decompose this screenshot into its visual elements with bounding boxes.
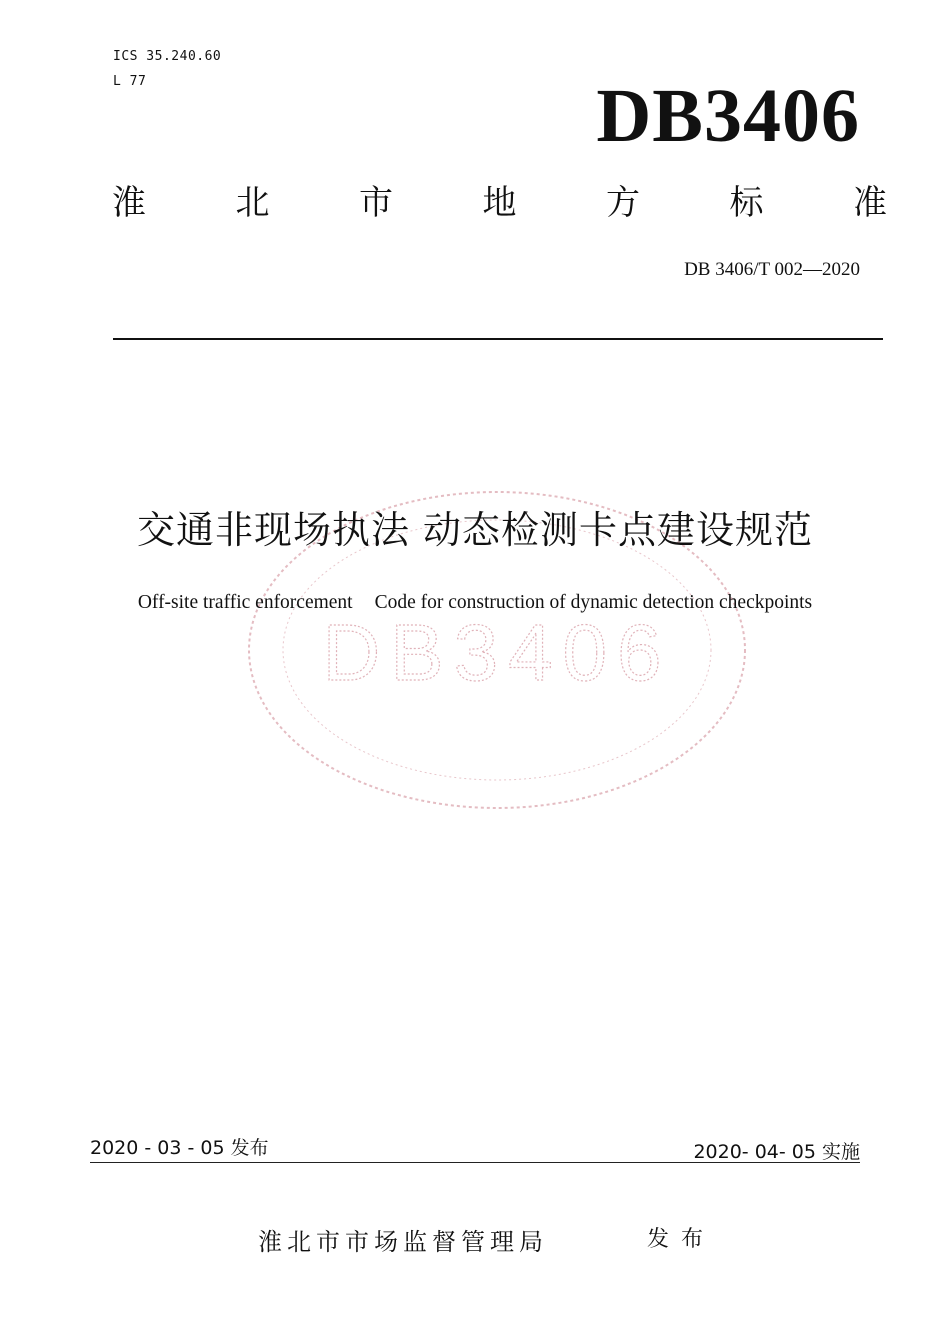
document-title-chinese: 交通非现场执法 动态检测卡点建设规范: [136, 508, 814, 552]
standard-number: DB 3406/T 002—2020: [684, 259, 860, 280]
standard-type-char: 地: [482, 183, 517, 223]
standard-type-char: 北: [235, 183, 270, 223]
standard-type-char: 方: [606, 183, 640, 223]
title-english-part2: Code for construction of dynamic detection checkpoints: [374, 592, 813, 613]
standard-type: [112, 183, 887, 223]
standard-code-heading: DB3406: [596, 74, 860, 158]
standard-type-char: 淮: [112, 183, 146, 223]
publisher-name: 淮北市市场监督管理局: [258, 1228, 548, 1256]
issue-date: 2020 - 03 - 05 发布: [90, 1137, 269, 1159]
standard-type-char: 准: [853, 183, 887, 223]
footer-divider: [90, 1162, 860, 1163]
ics-code: ICS 35.240.60: [113, 49, 222, 64]
publish-label: 发布: [647, 1227, 716, 1252]
standard-type-char: 标: [729, 183, 764, 223]
seal-text: DB3406: [322, 608, 672, 697]
document-title-english: [60, 592, 890, 614]
header-divider: [113, 338, 883, 340]
implementation-date: 2020- 04- 05 实施: [693, 1141, 860, 1163]
title-english-part1: Off-site traffic enforcement: [137, 592, 353, 613]
standard-type-char: 市: [359, 183, 393, 223]
classification-code: L 77: [113, 74, 147, 89]
